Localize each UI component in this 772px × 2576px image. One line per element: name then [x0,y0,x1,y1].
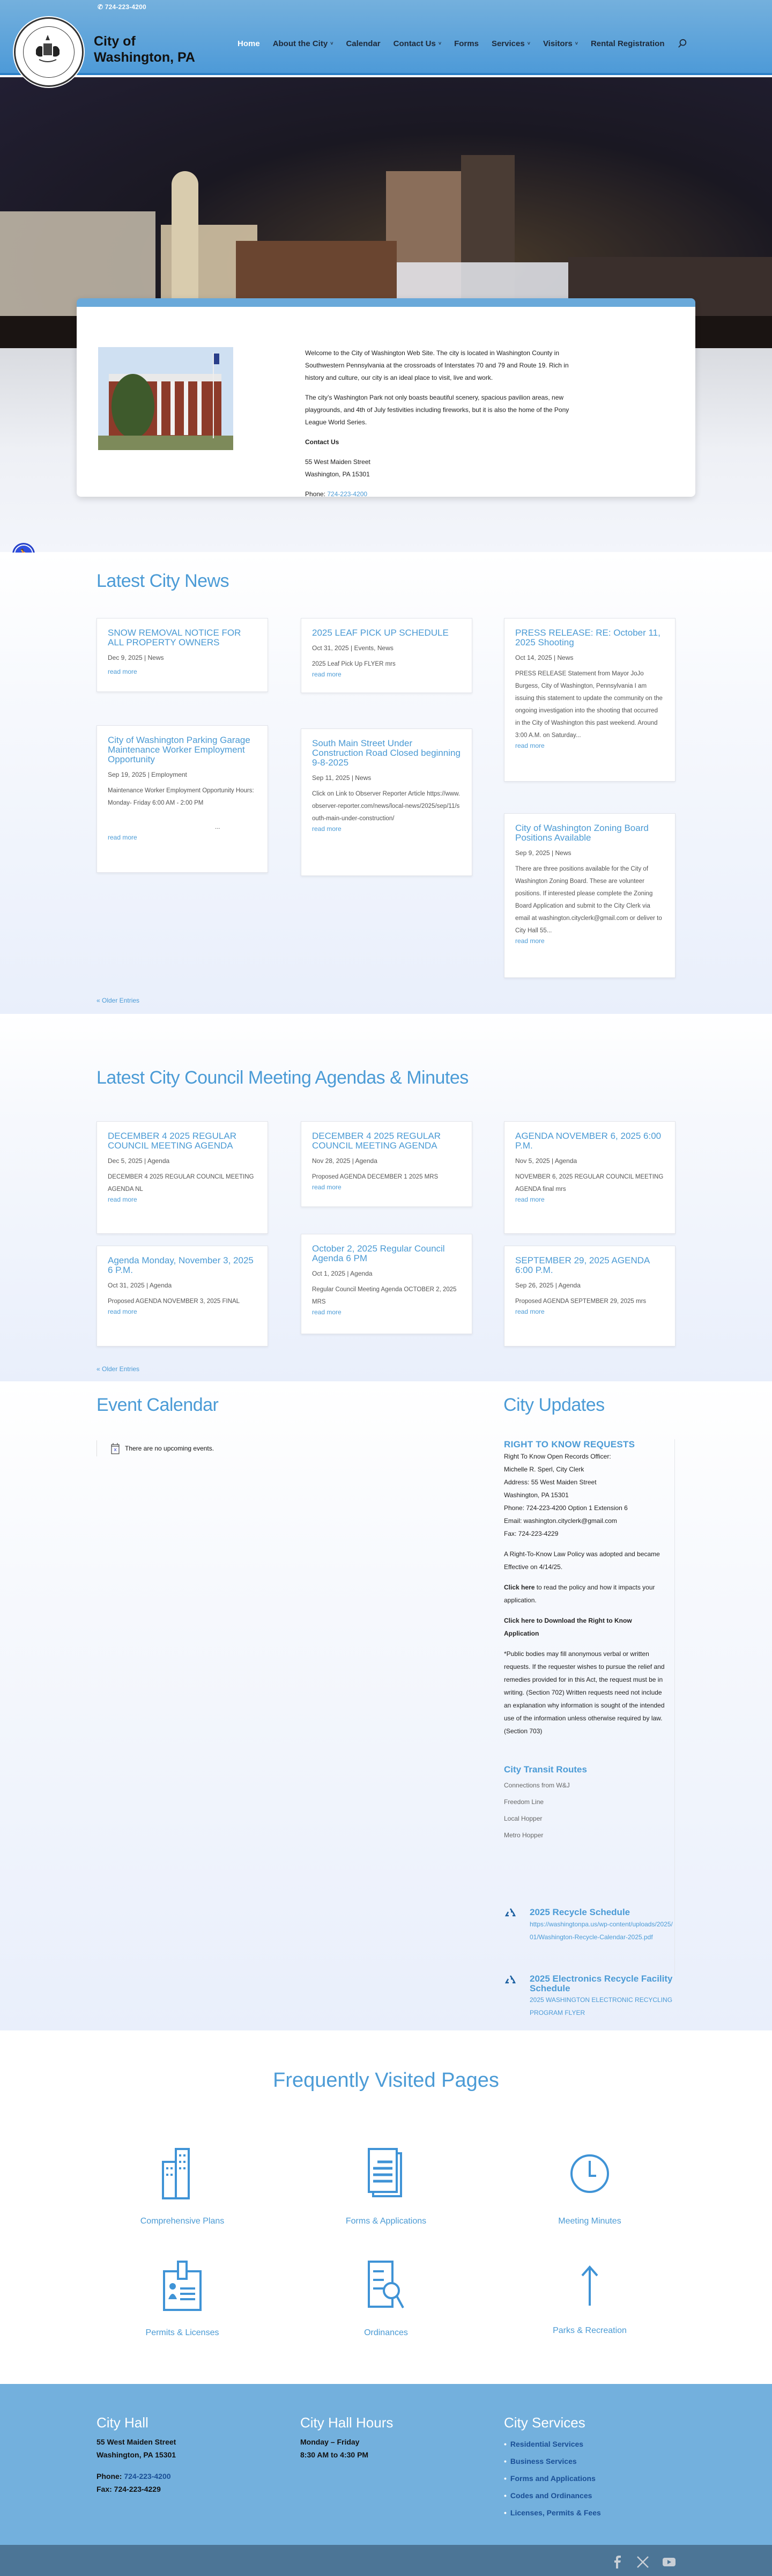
recycle-blurb [504,1907,676,1944]
id-badge-icon [161,2258,204,2312]
news-card-excerpt: 2025 Leaf Pick Up FLYER mrs [312,661,396,667]
visited-ordinances[interactable] [306,2258,466,2338]
footer-services-list [504,2435,601,2521]
footer-fax: Fax: 724-223-4229 [96,2485,161,2493]
click-here-rest: to read the policy and how it impacts your application. [504,1584,655,1604]
rtk-line: Email: washington.cityclerk@gmail.com [504,1517,617,1525]
arrow-up-icon [568,2258,611,2312]
agenda-card-title[interactable]: DECEMBER 4 2025 REGULAR COUNCIL MEETING AGENDA [108,1131,236,1151]
welcome-card [77,298,695,497]
top-phone-number[interactable]: 724-223-4200 [105,3,146,11]
news-title: Latest City News [96,571,229,591]
document-search-icon [365,2258,407,2312]
rtk-line: Right To Know Open Records Officer: [504,1453,611,1460]
footer-service-link[interactable]: Residential Services [510,2440,584,2448]
nav-home[interactable] [237,39,260,48]
rtk-notice: *Public bodies may fill anonymous verbal or written requests. If the requester wishes to pursue the relief and remedies provided for in this Act, the request must be in writing. (Section 702) Written requests need not include an explanation why information is sought of the intended use of the information unless otherwise required by law. (Section 703) [504,1650,665,1735]
agenda-card-title[interactable]: Agenda Monday, November 3, 2025 6 P.M. [108,1255,254,1275]
footer-service-link[interactable]: Business Services [510,2457,577,2465]
recycle-title[interactable]: 2025 Recycle Schedule [530,1907,630,1917]
read-more-link[interactable]: read more [515,1308,545,1315]
x-icon[interactable] [636,2556,649,2568]
footer-city-hall-title: City Hall [96,2415,149,2431]
news-card-meta: Oct 31, 2025 | Events, News [312,644,394,652]
news-card [96,618,268,692]
site-header [0,0,772,75]
top-phone[interactable]: ✆ 724-223-4200 [98,3,146,11]
footer-service-link[interactable]: Codes and Ordinances [510,2491,592,2500]
footer-service-item [504,2435,601,2453]
transit-link[interactable]: Freedom Line [504,1798,544,1806]
search-icon[interactable] [678,39,687,48]
main-nav [237,39,687,48]
footer-service-item [504,2470,601,2487]
news-card-excerpt: Maintenance Worker Employment Opportunity Hours: Monday- Friday 6:00 AM - 2:00 PM [108,787,254,806]
news-card [504,813,676,978]
footer-city-hall [96,2416,176,2496]
transit-link[interactable]: Metro Hopper [504,1831,544,1839]
news-card-title[interactable]: City of Washington Parking Garage Maintenance Worker Employment Opportunity [108,735,250,764]
footer-phone-label: Phone: [96,2472,124,2481]
news-card-title[interactable]: 2025 LEAF PICK UP SCHEDULE [312,628,449,638]
rtk-line: Michelle R. Sperl, City Clerk [504,1466,584,1473]
social-bar [0,2545,772,2576]
electronics-flyer-link[interactable]: 2025 WASHINGTON ELECTRONIC RECYCLING PROGRAM FLYER [530,1996,673,2016]
agenda-card-excerpt: Proposed AGENDA SEPTEMBER 29, 2025 mrs [515,1298,647,1305]
click-here-link[interactable]: Click here [504,1584,535,1591]
footer-hours-days: Monday – Friday [300,2438,360,2446]
recycle-link[interactable]: https://washingtonpa.us/wp-content/uploads/2025/01/Washington-Recycle-Calendar-2025.pdf [530,1920,673,1941]
rtk-line: Address: 55 West Maiden Street [504,1478,597,1486]
documents-icon [365,2147,407,2200]
agenda-card-title[interactable]: SEPTEMBER 29, 2025 AGENDA 6:00 P.M. [515,1255,650,1275]
visited-section [0,2030,772,2384]
updates-column [504,1439,665,1844]
news-card [504,618,676,782]
agenda-card-title[interactable]: October 2, 2025 Regular Council Agenda 6 PM [312,1243,445,1263]
chevron-down-icon: ˅ [575,41,578,46]
footer-phone-link[interactable]: 724-223-4200 [124,2472,171,2481]
transit-heading: City Transit Routes [504,1764,587,1775]
agenda-card-meta: Nov 28, 2025 | Agenda [312,1157,377,1165]
agenda-card [96,1246,268,1346]
transit-link[interactable]: Connections from W&J [504,1782,570,1789]
rtk-contact [504,1450,665,1540]
read-more-link[interactable]: read more [108,834,137,841]
rtk-heading: RIGHT TO KNOW REQUESTS [504,1439,635,1449]
no-events-text: There are no upcoming events. [125,1445,214,1452]
agenda-card-title[interactable]: DECEMBER 4 2025 REGULAR COUNCIL MEETING AGENDA [312,1131,441,1151]
contact-heading: Contact Us [305,438,339,446]
agenda-card [504,1246,676,1346]
address-line-1: 55 West Maiden Street [305,458,370,466]
read-more-link[interactable]: read more [515,937,545,945]
news-card-title[interactable]: City of Washington Zoning Board Positions Available [515,823,649,843]
electronics-recycle-blurb [504,1974,676,2019]
news-card-meta: Dec 9, 2025 | News [108,654,164,661]
footer-service-link[interactable]: Licenses, Permits & Fees [510,2508,601,2517]
phone-label: Phone: [305,490,328,498]
agenda-card-meta: Sep 26, 2025 | Agenda [515,1282,581,1289]
phone-link[interactable]: 724-223-4200 [327,490,368,498]
rtk-line: Phone: 724-223-4200 Option 1 Extension 6 [504,1504,628,1512]
nav-calendar-label[interactable]: Calendar [346,39,381,48]
address-line-2: Washington, PA 15301 [305,470,370,478]
news-card-excerpt: There are three positions available for the City of Washington Zoning Board. These are volunteer positions. If interested please complete the Zoning Board Application and submit to the City Clerk via email at washington.cityclerk@gmail.com or deliver to City Hall 55... [515,866,662,934]
agenda-card-meta: Nov 5, 2025 | Agenda [515,1157,577,1165]
welcome-paragraph-1: Welcome to the City of Washington Web Site. The city is located in Washington County in Southwestern Pennsylvania at the crossroads of Interstates 70 and 79 and Route 19. Rich in history and culture, our city is an ideal place to visit, live and work. [305,349,569,381]
visited-title: Frequently Visited Pages [273,2069,499,2092]
news-card-title[interactable]: SNOW REMOVAL NOTICE FOR ALL PROPERTY OWNERS [108,628,241,647]
calendar-empty-icon [111,1442,120,1454]
download-rtk-application-link[interactable]: Click here to Download the Right to Know Application [504,1617,632,1637]
footer-service-link[interactable]: Forms and Applications [510,2474,596,2483]
agenda-card-meta: Dec 5, 2025 | Agenda [108,1157,170,1165]
footer-service-item [504,2504,601,2521]
nav-contact[interactable] [394,39,441,48]
agenda-card [301,1121,472,1207]
visited-label[interactable]: Parks & Recreation [553,2326,627,2335]
city-hall-photo [98,347,233,450]
city-seal-logo[interactable] [14,17,84,87]
visited-meeting-minutes[interactable] [509,2147,670,2226]
footer-address-2: Washington, PA 15301 [96,2450,176,2459]
clock-icon [568,2147,611,2200]
footer-hours-time: 8:30 AM to 4:30 PM [300,2450,369,2459]
chevron-down-icon: ˅ [438,41,442,46]
news-card-meta: Sep 9, 2025 | News [515,849,571,857]
news-section [0,553,772,1014]
older-entries-link[interactable]: « Older Entries [96,1365,140,1373]
agenda-card [504,1121,676,1234]
site-name-line1: City of [94,34,136,49]
agenda-card-excerpt: Proposed AGENDA DECEMBER 1 2025 MRS [312,1174,439,1180]
youtube-icon[interactable] [662,2557,676,2567]
rtk-line: Washington, PA 15301 [504,1491,569,1499]
visited-parks-recreation[interactable] [509,2258,670,2336]
events-updates-section [0,1381,772,2030]
footer-services [504,2416,601,2521]
nav-about[interactable] [273,39,333,48]
council-title: Latest City Council Meeting Agendas & Minutes [96,1068,469,1088]
city-updates-title: City Updates [503,1395,605,1415]
footer-address-1: 55 West Maiden Street [96,2438,176,2446]
read-more-link[interactable]: read more [108,1308,137,1315]
read-more-link[interactable]: read more [312,671,342,678]
news-card [301,728,472,876]
council-section [0,1014,772,1381]
visited-label[interactable]: Meeting Minutes [558,2217,621,2226]
nav-services[interactable] [492,39,530,48]
ellipsis: ... [215,824,220,830]
read-more-link[interactable]: read more [312,1183,342,1191]
agenda-card-title[interactable]: AGENDA NOVEMBER 6, 2025 6:00 P.M. [515,1131,662,1151]
agenda-card-meta: Oct 31, 2025 | Agenda [108,1282,172,1289]
agenda-card [96,1121,268,1234]
footer-service-item [504,2453,601,2470]
footer-hours-title: City Hall Hours [300,2415,394,2431]
footer-services-title: City Services [504,2415,585,2431]
facebook-icon[interactable] [613,2556,621,2568]
read-more-link[interactable]: read more [108,1196,137,1203]
agenda-card [301,1234,472,1334]
news-card-meta: Oct 14, 2025 | News [515,654,574,661]
news-card-meta: Sep 11, 2025 | News [312,774,372,782]
nav-rental-label[interactable]: Rental Registration [590,39,665,48]
news-card-excerpt: Click on Link to Observer Reporter Article https://www.observer-reporter.com/news/local-news/2025/sep/11/south-main-under-construction/ [312,791,461,822]
nav-visitors[interactable] [543,39,578,48]
nav-calendar[interactable] [346,39,380,48]
site-name[interactable] [94,33,195,65]
news-card-excerpt: PRESS RELEASE Statement from Mayor JoJo Burgess, City of Washington, Pennsylvania I am issuing this statement to update the community on the ongoing investigation into the shooting that occurred in the City of Washington this past weekend. Around 3:00 A.M. on Saturday... [515,671,663,739]
read-more-link[interactable]: read more [515,1196,545,1203]
agenda-card-meta: Oct 1, 2025 | Agenda [312,1270,373,1277]
news-card [301,618,472,693]
event-calendar-title: Event Calendar [96,1395,219,1415]
column-divider [674,1439,675,1976]
visited-label[interactable]: Forms & Applications [345,2217,427,2226]
recycle-icon [504,1907,517,1920]
news-card-title[interactable]: South Main Street Under Construction Road Closed beginning 9-8-2025 [312,738,461,768]
news-card-meta: Sep 19, 2025 | Employment [108,771,187,778]
visited-permits-licenses[interactable] [102,2258,263,2338]
visited-label[interactable]: Comprehensive Plans [140,2217,225,2226]
no-events-notice [96,1440,214,1456]
visited-label[interactable]: Ordinances [364,2328,408,2337]
footer-hours [300,2416,393,2461]
agenda-card-excerpt: Proposed AGENDA NOVEMBER 3, 2025 FINAL [108,1298,240,1305]
nav-contact-label[interactable]: Contact Us [393,39,436,48]
recycle-title[interactable]: 2025 Electronics Recycle Facility Schedule [530,1974,673,1993]
news-card-title[interactable]: PRESS RELEASE: RE: October 11, 2025 Shooting [515,628,660,647]
site-name-line2: Washington, PA [94,50,195,65]
read-more-link[interactable]: read more [108,668,137,675]
older-entries-link[interactable]: « Older Entries [96,997,140,1004]
visited-forms-applications[interactable] [306,2147,466,2226]
chevron-down-icon: ˅ [330,41,333,46]
visited-comprehensive-plans[interactable] [102,2147,263,2226]
buildings-icon [161,2147,204,2200]
welcome-paragraph-2: The city’s Washington Park not only boasts beautiful scenery, spacious pavilion areas, new playgrounds, and 4th of July festivities including fireworks, but it is also the home of the Pony League World Series. [305,394,569,426]
nav-forms[interactable] [454,39,479,48]
footer-service-item [504,2487,601,2504]
rtk-line: Fax: 724-223-4229 [504,1530,559,1537]
agenda-card-excerpt: DECEMBER 4 2025 REGULAR COUNCIL MEETING AGENDA NL [108,1174,254,1193]
read-more-link[interactable]: read more [312,825,342,833]
news-card [96,725,268,873]
nav-forms-label[interactable]: Forms [454,39,479,48]
agenda-card-excerpt: Regular Council Meeting Agenda OCTOBER 2, 2025 MRS [312,1286,457,1305]
rtk-policy: A Right-To-Know Law Policy was adopted and became Effective on 4/14/25. [504,1550,660,1571]
transit-list [504,1777,665,1844]
visited-label[interactable]: Permits & Licenses [145,2328,219,2337]
nav-rental-registration[interactable] [591,39,665,48]
recycle-icon [504,1974,517,1987]
chevron-down-icon: ˅ [527,41,530,46]
coat-of-arms-icon [32,34,64,66]
agenda-card-excerpt: NOVEMBER 6, 2025 REGULAR COUNCIL MEETING AGENDA final mrs [515,1174,664,1193]
nav-about-label[interactable]: About the City [272,39,328,48]
site-footer [0,2384,772,2545]
nav-visitors-label[interactable]: Visitors [543,39,573,48]
nav-home-label[interactable]: Home [237,39,260,48]
rtk-policy-link-text [504,1581,665,1607]
nav-services-label[interactable]: Services [491,39,525,48]
read-more-link[interactable]: read more [312,1308,342,1316]
welcome-text [305,347,584,508]
read-more-link[interactable]: read more [515,742,545,749]
transit-link[interactable]: Local Hopper [504,1815,543,1822]
